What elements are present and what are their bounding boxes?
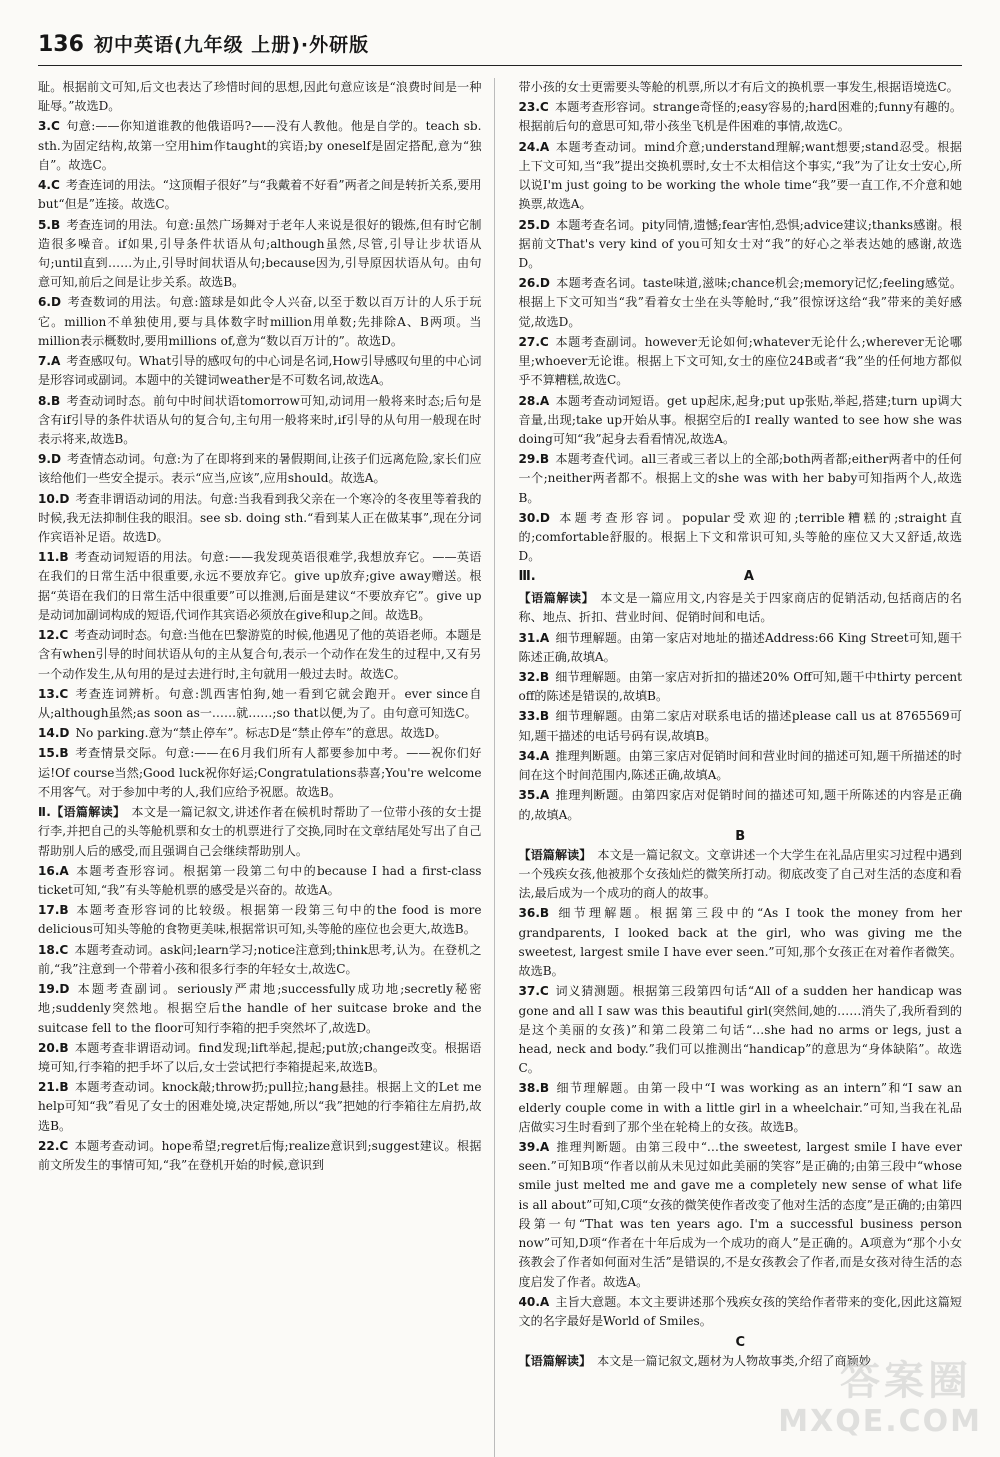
answer-label: 【语篇解读】 bbox=[518, 591, 595, 606]
answer-item bbox=[519, 629, 963, 667]
answer-label: 40.A bbox=[518, 1294, 550, 1309]
answer-label: 14.D bbox=[38, 726, 70, 741]
answer-label: 17.B bbox=[38, 903, 69, 918]
answer-text: 本文是一篇应用文,内容是关于四家商店的促销活动,包括商店的名称、地点、折扣、营业时间、促销时间和电话。 bbox=[518, 591, 962, 625]
answer-text: 本文是一篇记叙文,题材为人物故事类,介绍了商颖妙 bbox=[597, 1354, 871, 1369]
answer-text: 本题考查形容词的比较级。根据第一段第三句中的the food is more delicious可知头等舱的食物更美味,根据常识可知,头等舱的座位也会更大,故选B。 bbox=[38, 903, 482, 937]
answer-text: 考查感叹句。What引导的感叹句的中心词是名词,How引导感叹句里的中心词是形容词或副词。本题中的关键词weather是不可数名词,故选A。 bbox=[38, 354, 482, 388]
right-column bbox=[519, 78, 963, 1457]
answer-text: 本题考查动词。ask问;learn学习;notice注意到;think思考,认为。在登机之前,“我”注意到一个带着小孩和很多行李的年轻女士,故选C。 bbox=[38, 942, 482, 976]
answer-item bbox=[38, 1137, 482, 1175]
answer-item bbox=[38, 626, 482, 684]
answer-text: 考查连词辨析。句意:凯西害怕狗,她一看到它就会跑开。ever since自从;although虽然;as soon as一……就……;so that以便,为了。由句意可知选C。 bbox=[38, 686, 482, 720]
answer-item bbox=[519, 98, 963, 136]
answer-text: 本题考查形容词。根据第一段第二句中的because I had a first-class ticket可知,“我”有头等舱机票的感受是兴奋的。故选A。 bbox=[38, 863, 482, 897]
section-heading bbox=[519, 567, 963, 588]
answer-label: 26.D bbox=[518, 276, 550, 291]
answer-label: 33.B bbox=[518, 709, 550, 724]
answer-label: 37.C bbox=[518, 984, 549, 999]
answer-text: 本题考查形容词。popular受欢迎的;terrible糟糕的;straight直的;comfortable舒服的。根据上下文和常识可知,头等舱的座位又大又舒适,故选D。 bbox=[518, 510, 962, 564]
answer-label: 10.D bbox=[38, 491, 70, 506]
answer-label: 38.B bbox=[518, 1081, 550, 1096]
answer-label: 11.B bbox=[38, 550, 69, 565]
answer-label: 27.C bbox=[518, 334, 549, 349]
answer-item bbox=[38, 685, 482, 723]
answer-label: 6.D bbox=[38, 295, 62, 310]
answer-text: 考查非谓语动词的用法。句意:当我看到我父亲在一个寒冷的冬夜里等着我的时候,我无法抑制住我的眼泪。see sb. doing sth.“看到某人正在做某事”,现在分词作宾语补足语。故选D。 bbox=[38, 491, 482, 545]
answer-text: 本题考查名词。taste味道,滋味;chance机会;memory记忆;feeling感觉。根据上下文可知当“我”看着女士坐在头等舱时,“我”很惊讶这给“我”带来的美好感觉,故选D。 bbox=[518, 276, 962, 329]
answer-item bbox=[38, 490, 482, 548]
answer-item bbox=[519, 216, 963, 274]
answer-label: 30.D bbox=[518, 510, 550, 525]
answer-text: 考查情态动词。句意:为了在即将到来的暑假期间,让孩子们远离危险,家长们应该给他们一些安全提示。表示“应当,应该”,应用should。故选A。 bbox=[38, 452, 482, 486]
answer-text: 考查数词的用法。句意:篮球是如此令人兴奋,以至于数以百万计的人乐于玩它。million不单独使用,要与具体数字时million用单数;先排除A、B两项。当million表示概数时,要用millions of,意为“数以百万计的”。故选D。 bbox=[38, 295, 482, 348]
book-title: 初中英语(九年级 上册)·外研版 bbox=[93, 34, 370, 56]
answer-item bbox=[38, 293, 482, 351]
answer-text: 本题考查动词。mind介意;understand理解;want想要;stand忍受。根据上下文可知,当“我”提出交换机票时,女士不太相信这个事实,“我”为了让女士安心,所以说I'm just going to be working the whole time“我”要一直工作,不介意和她换票,故选A。 bbox=[518, 139, 962, 212]
answer-label: 3.C bbox=[38, 119, 60, 134]
answer-label: 16.A bbox=[38, 863, 69, 878]
section-letter: C bbox=[735, 1335, 746, 1351]
answer-label: Ⅱ.【语篇解读】 bbox=[38, 805, 126, 820]
answer-item bbox=[519, 333, 963, 391]
answer-text: 推理判断题。由第四家店对促销时间的描述可知,题干所陈述的内容是正确的,故填A。 bbox=[518, 788, 962, 822]
answer-text: 本文是一篇记叙文,讲述作者在候机时帮助了一位带小孩的女士提行李,并把自己的头等舱机票和女士的机票进行了交换,同时在文章结尾处写出了自己帮助别人后的感受,而且强调自己会继续帮助别人。 bbox=[38, 805, 482, 858]
answer-label: 21.B bbox=[38, 1080, 69, 1095]
answer-text: 本题考查名词。pity同情,遗憾;fear害怕,恐惧;advice建议;thanks感谢。根据前文That's very kind of you可知女士对“我”的好心之举表达她的感谢,故选D。 bbox=[518, 217, 962, 270]
answer-item bbox=[38, 352, 482, 390]
answer-label: 31.A bbox=[518, 630, 550, 645]
answer-text: 带小孩的女士更需要头等舱的机票,所以才有后文的换机票一事发生,根据语境选C。 bbox=[518, 80, 959, 94]
answer-label: 29.B bbox=[518, 452, 550, 467]
answer-item bbox=[519, 1138, 963, 1292]
answer-text: 考查动词时态。句意:当他在巴黎游览的时候,他遇见了他的英语老师。本题是含有when引导的时间状语从句的主从复合句,表示一个动作在发生的过程中,又有另一个动作发生,从句用的是过去进行时,主句就用一般过去时。故选C。 bbox=[38, 628, 482, 681]
answer-label: 13.C bbox=[38, 686, 69, 701]
answer-text: 本题考查动词短语。get up起床,起身;put up张贴,举起,搭建;turn up调大音量,出现;take up开始从事。根据空后的I really wanted to see how she was doing可知“我”起身去看看情况,故选A。 bbox=[518, 393, 962, 446]
answer-label: 28.A bbox=[518, 393, 550, 408]
answer-item bbox=[38, 450, 482, 488]
page-header bbox=[38, 30, 962, 66]
answer-item bbox=[38, 548, 482, 625]
answer-text: 本题考查副词。however无论如何;whatever无论什么;wherever无论哪里;whoever无论谁。根据上下文可知,女士的座位24B或者“我”坐的任何地方都似乎不算糟糕,故选C。 bbox=[518, 334, 962, 388]
answer-item bbox=[38, 941, 482, 979]
answer-label: 4.C bbox=[38, 178, 60, 193]
answer-item bbox=[38, 724, 482, 743]
answer-item bbox=[519, 846, 963, 904]
answer-item bbox=[519, 138, 963, 215]
answer-label: 20.B bbox=[38, 1040, 69, 1055]
answer-text: 推理判断题。由第三家店对促销时间和营业时间的描述可知,题干所描述的时间在这个时间范围内,陈述正确,故填A。 bbox=[518, 748, 962, 783]
answer-text: 本题考查动词。knock敲;throw扔;pull拉;hang悬挂。根据上文的Let me help可知“我”看见了女士的困难处境,决定帮她,所以“我”把她的行李箱往左肩扔,故选B。 bbox=[38, 1080, 482, 1133]
answer-label: 18.C bbox=[38, 942, 69, 957]
answer-text: 本题考查副词。seriously严肃地;successfully成功地;secretly秘密地;suddenly突然地。根据空后the handle of her suitcase broke and the suitcase fell to the floor可知行李箱的把手突然坏了,故选D。 bbox=[38, 982, 482, 1035]
answer-label: 7.A bbox=[38, 354, 61, 369]
answer-text: 词义猜测题。根据第三段第四句话“All of a sudden her handicap was gone and all I saw was this beautiful girl(突然间,她的……消失了,我所看到的是这个美丽的女孩)”和第二段第二句话“…she had no arms or legs, just a head, neck and body.”我们可以推测出“handicap”的意思为“身体缺陷”。故选C。 bbox=[518, 984, 962, 1076]
answer-text: 本题考查代词。all三者或三者以上的全部;both两者都;either两者中的任何一个;neither两者都不。根据上文的she was with her baby可知指两个人,故选B。 bbox=[518, 452, 962, 505]
page-number: 136 bbox=[38, 32, 84, 57]
answer-text: 细节理解题。根据第三段中的“As I took the money from her grandparents, I looked back at the girl, who was giving me the sweetest, largest smile I have ever seen.”可知,那个女孩正在对着作者微笑。故选B。 bbox=[518, 906, 962, 979]
left-column bbox=[38, 78, 495, 1457]
answer-text: 细节理解题。由第二家店对联系电话的描述please call us at 8765569可知,题干描述的电话号码有误,故填B。 bbox=[518, 709, 962, 743]
answer-text: 耻。根据前文可知,后文也表达了珍惜时间的思想,因此句意应该是“浪费时间是一种耻辱。”故选D。 bbox=[38, 80, 482, 114]
answer-item bbox=[519, 450, 963, 508]
answer-label: 36.B bbox=[518, 906, 550, 921]
section-letter: A bbox=[743, 569, 754, 585]
answer-label: 【语篇解读】 bbox=[518, 847, 592, 862]
answer-text: 考查动词时态。前句中时间状语tomorrow可知,动词用一般将来时态;后句是含有if引导的条件状语从句的复合句,主句用一般将来时,if引导的从句用一般现在时表示将来,故选B。 bbox=[38, 393, 482, 446]
answer-label: 23.C bbox=[518, 100, 549, 115]
answer-item bbox=[519, 589, 963, 627]
answer-label: 9.D bbox=[38, 452, 62, 467]
answer-text: 细节理解题。由第一家店对折扣的描述20% Off可知,题干中thirty percent off的陈述是错误的,故填B。 bbox=[518, 670, 962, 704]
answer-item bbox=[519, 1293, 963, 1331]
watermark-logo: 答案圈 MXQE.COM bbox=[778, 1358, 982, 1439]
answer-label: 8.B bbox=[38, 393, 61, 408]
answer-item bbox=[38, 176, 482, 214]
answer-label: 22.C bbox=[38, 1138, 69, 1153]
answer-item bbox=[519, 509, 963, 567]
answer-item bbox=[519, 786, 963, 824]
section-number: Ⅲ. bbox=[518, 569, 536, 585]
answer-text: 考查动词短语的用法。句意:——我发现英语很难学,我想放弃它。——英语在我们的日常生活中很重要,永远不要放弃它。give up放弃;give away赠送。根据“英语在我们的日常生活中很重要”可以推测,后面是建议“不要放弃它”。give up是动词加副词构成的短语,代词作其宾语必须放在give和up之间。故选B。 bbox=[38, 550, 482, 622]
answer-item bbox=[38, 744, 482, 802]
answer-label: 19.D bbox=[38, 982, 70, 997]
answer-item bbox=[519, 668, 963, 706]
answer-text: 考查连词的用法。“这顶帽子很好”与“我戴着不好看”两者之间是转折关系,要用but“但是”连接。故选C。 bbox=[38, 178, 482, 212]
answer-text: 主旨大意题。本文主要讲述那个残疾女孩的笑给作者带来的变化,因此这篇短文的名字最好是World of Smiles。 bbox=[518, 1294, 962, 1328]
answer-item bbox=[38, 216, 482, 293]
answer-text: 细节理解题。由第一家店对地址的描述Address:66 King Street可知,题干陈述正确,故填A。 bbox=[518, 630, 962, 664]
answer-text: 句意:——你知道谁教的他俄语吗?——没有人教他。他是自学的。teach sb. sth.为固定结构,故第一空用him作taught的宾语;by oneself是固定搭配,意为“独自”。故选C。 bbox=[38, 119, 482, 172]
answer-label: 15.B bbox=[38, 746, 69, 761]
answer-label: 34.A bbox=[518, 748, 550, 763]
answer-item bbox=[38, 117, 482, 175]
answer-item bbox=[519, 747, 963, 785]
answer-label: 5.B bbox=[38, 217, 61, 232]
answer-text: 本文是一篇记叙文。文章讲述一个大学生在礼品店里实习过程中遇到一个残疾女孩,他被那个女孩灿烂的微笑所打动。彻底改变了自己对生活的态度和看法,最后成为一个成功的商人的故事。 bbox=[518, 847, 962, 901]
answer-label: 25.D bbox=[518, 217, 550, 232]
answer-label: 32.B bbox=[518, 670, 550, 684]
answer-text: 本题考查形容词。strange奇怪的;easy容易的;hard困难的;funny有趣的。根据前后句的意思可知,带小孩坐飞机是件困难的事情,故选C。 bbox=[518, 100, 962, 134]
answer-item bbox=[519, 707, 963, 745]
answer-item bbox=[38, 392, 482, 450]
answer-item bbox=[38, 1078, 482, 1136]
answer-columns bbox=[38, 78, 962, 1457]
answer-label: 39.A bbox=[518, 1140, 550, 1155]
answer-item bbox=[38, 803, 482, 861]
answer-item bbox=[38, 78, 482, 116]
answer-item bbox=[38, 901, 482, 939]
answer-item bbox=[38, 862, 482, 900]
section-letter: B bbox=[735, 828, 746, 844]
answer-item bbox=[519, 982, 963, 1078]
answer-text: 本题考查非谓语动词。find发现;lift举起,提起;put放;change改变。根据语境可知,行李箱的把手坏了以后,女士尝试把行李箱提起来,故选B。 bbox=[38, 1040, 482, 1074]
answer-item bbox=[38, 1039, 482, 1077]
answer-text: 考查情景交际。句意:——在6月我们所有人都要参加中考。——祝你们好运!Of course当然;Good luck祝你好运;Congratulations恭喜;You're welcome不用客气。对于参加中考的人,我们应给予祝愿。故选B。 bbox=[38, 746, 482, 799]
answer-label: 【语篇解读】 bbox=[518, 1354, 592, 1369]
answer-label: 35.A bbox=[518, 788, 550, 803]
answer-item bbox=[519, 274, 963, 332]
answer-item bbox=[519, 904, 963, 981]
answer-text: 考查连词的用法。句意:虽然广场舞对于老年人来说是很好的锻炼,但有时它制造很多噪音。if如果,引导条件状语从句;although虽然,尽管,引导让步状语从句;until直到……为止,引导时间状语从句;because因为,引导原因状语从句。由句意可知,前后之间是让步关系。故选B。 bbox=[38, 217, 482, 290]
answer-label: 12.C bbox=[38, 628, 69, 643]
answer-text: 细节理解题。由第一段中“I was working as an intern”和“I saw an elderly couple come in with a little girl in a wheelchair.”可知,当我在礼品店做实习生时看到了那个坐在轮椅上的女孩。故选B。 bbox=[518, 1081, 962, 1134]
answer-text: No parking.意为“禁止停车”。标志D是“禁止停车”的意思。故选D。 bbox=[75, 726, 447, 741]
answer-item bbox=[519, 1079, 963, 1137]
answer-label: 24.A bbox=[518, 139, 550, 154]
answer-item bbox=[519, 78, 963, 97]
answer-item bbox=[38, 980, 482, 1038]
answer-item bbox=[519, 392, 963, 450]
answer-text: 推理判断题。由第三段中“…the sweetest, largest smile I have ever seen.”可知B项“作者以前从未见过如此美丽的笑容”是正确的;由第三段中“whose smile just melted me and gave me a completely new sense of what life is all about”可知,C项“女孩的微笑使作者改变了他对生活的态度”是正确的;由第四段第一句“That was ten years ago. I'm a successful business person now”可知,D项“作者在十年后成为一个成功的商人”是正确的。A项意为“那个小女孩教会了作者如何面对生活”是错误的,不是女孩教会了作者,而是女孩对待生活的态度启发了作者。故选A。 bbox=[518, 1140, 962, 1289]
answer-text: 本题考查动词。hope希望;regret后悔;realize意识到;suggest建议。根据前文所发生的事情可知,“我”在登机开始的时候,意识到 bbox=[38, 1138, 482, 1173]
